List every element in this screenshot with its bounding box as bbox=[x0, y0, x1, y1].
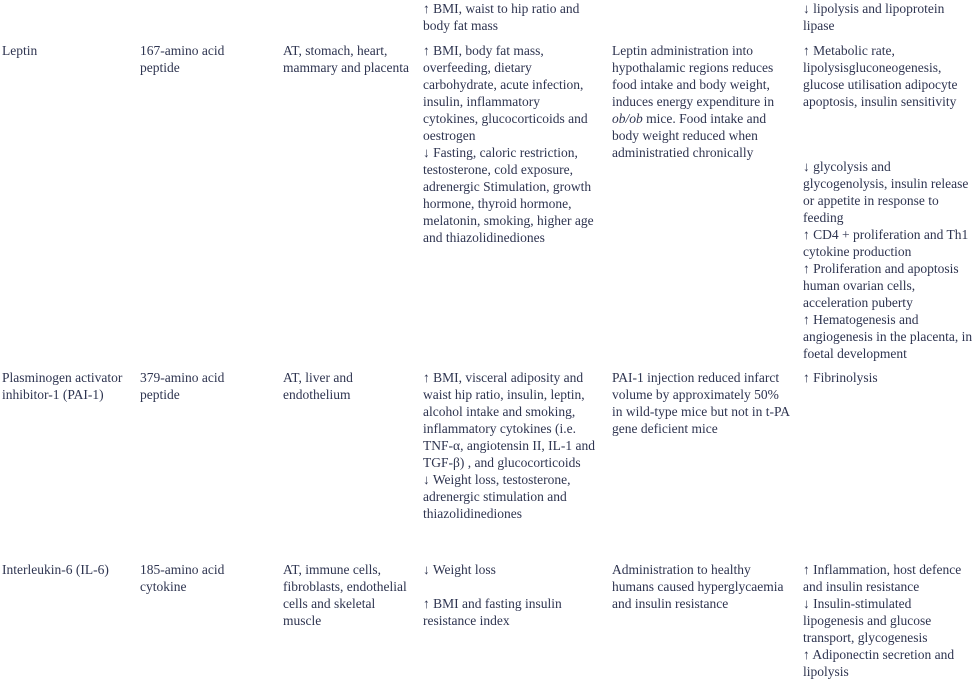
function-up-text: ↑ Hematogenesis and angiogenesis in the placenta, in foetal development bbox=[803, 312, 973, 361]
function-down-text: ↓ lipolysis and lipoprotein lipase bbox=[803, 1, 945, 33]
structure-text: 185-amino acid cytokine bbox=[140, 562, 225, 594]
function-down-text: ↓ Insulin-stimulated lipogenesis and glucose transport, glycogenesis bbox=[803, 596, 932, 645]
cell-name bbox=[0, 42, 140, 369]
administration-text: PAI-1 injection reduced infarct volume by approximately 50% in wild-type mice but not in t-PA gene deficient mice bbox=[612, 370, 790, 436]
cell-regulation bbox=[423, 561, 612, 677]
function-up-text: ↑ Adiponectin secretion and lipolysis bbox=[803, 647, 955, 679]
cell-administration bbox=[612, 0, 803, 42]
cell-name bbox=[0, 0, 140, 42]
cell-source bbox=[283, 42, 423, 369]
cell-source bbox=[283, 561, 423, 677]
administration-text bbox=[612, 42, 791, 161]
cell-functions bbox=[803, 561, 974, 677]
cell-functions bbox=[803, 369, 974, 561]
adipokine-name: Interleukin-6 (IL-6) bbox=[2, 562, 109, 577]
administration-text-pre: Leptin administration into hypothalamic regions reduces food intake and body weight, induces energy expenditure in bbox=[612, 43, 775, 109]
adipokine-name: Leptin bbox=[2, 43, 38, 58]
cell-structure bbox=[140, 369, 283, 561]
cell-functions bbox=[803, 0, 974, 42]
cell-name bbox=[0, 561, 140, 677]
source-text: AT, stomach, heart, mammary and placenta bbox=[283, 43, 409, 75]
cell-administration bbox=[612, 369, 803, 561]
function-up-text: ↑ Proliferation and apoptosis human ovarian cells, acceleration puberty bbox=[803, 261, 959, 310]
administration-text-post: mice. Food intake and body weight reduced when administratied chronically bbox=[612, 111, 767, 160]
function-up-text: ↑ CD4 + proliferation and Th1 cytokine production bbox=[803, 227, 969, 259]
regulation-down-text: ↓ Weight loss bbox=[423, 562, 496, 577]
regulation-down-text: ↓ Fasting, caloric restriction, testosterone, cold exposure, adrenergic Stimulation, growth hormone, thyroid hormone, melatonin, smoking, higher age and thiazolidinediones bbox=[423, 145, 594, 245]
function-up-text: ↑ Metabolic rate, lipolysisgluconeogenesis, glucose utilisation adipocyte apoptosis, insulin sensitivity bbox=[803, 43, 958, 109]
function-down-text: ↓ glycolysis and glycogenolysis, insulin release or appetite in response to feeding bbox=[803, 159, 969, 225]
administration-text: Administration to healthy humans caused hyperglycaemia and insulin resistance bbox=[612, 562, 784, 611]
cell-source bbox=[283, 0, 423, 42]
regulation-up-text: ↑ BMI, body fat mass, overfeeding, dietary carbohydrate, acute infection, insulin, inflammatory cytokines, glucocorticoids and oestrogen bbox=[423, 43, 588, 143]
structure-text: 379-amino acid peptide bbox=[140, 370, 225, 402]
cell-structure bbox=[140, 0, 283, 42]
regulation-up-text: ↑ BMI, waist to hip ratio and body fat mass bbox=[423, 1, 580, 33]
regulation-down-text: ↓ Weight loss, testosterone, adrenergic stimulation and thiazolidinediones bbox=[423, 472, 571, 521]
regulation-up-text: ↑ BMI, visceral adiposity and waist hip ratio, insulin, leptin, alcohol intake and smoking, inflammatory cytokines (i.e. TNF-α, angiotensin II, IL-1 and TGF-β) , and glucocorticoids bbox=[423, 370, 596, 470]
adipokine-name: Plasminogen activator inhibitor-1 (PAI-1) bbox=[2, 370, 123, 402]
administration-text-italic: ob/ob bbox=[612, 111, 643, 126]
function-up-text: ↑ Inflammation, host defence and insulin resistance bbox=[803, 562, 962, 594]
function-up-text: ↑ Fibrinolysis bbox=[803, 370, 878, 385]
regulation-up-text: ↑ BMI and fasting insulin resistance index bbox=[423, 596, 562, 628]
cell-regulation bbox=[423, 42, 612, 369]
source-text: AT, immune cells, fibroblasts, endothelial cells and skeletal muscle bbox=[283, 562, 407, 628]
cell-regulation bbox=[423, 0, 612, 42]
cell-regulation bbox=[423, 369, 612, 561]
cell-structure bbox=[140, 42, 283, 369]
cell-name bbox=[0, 369, 140, 561]
cell-administration bbox=[612, 561, 803, 677]
cell-structure bbox=[140, 561, 283, 677]
cell-source bbox=[283, 369, 423, 561]
structure-text: 167-amino acid peptide bbox=[140, 43, 225, 75]
source-text: AT, liver and endothelium bbox=[283, 370, 353, 402]
cell-administration bbox=[612, 42, 803, 369]
cell-functions bbox=[803, 42, 974, 369]
